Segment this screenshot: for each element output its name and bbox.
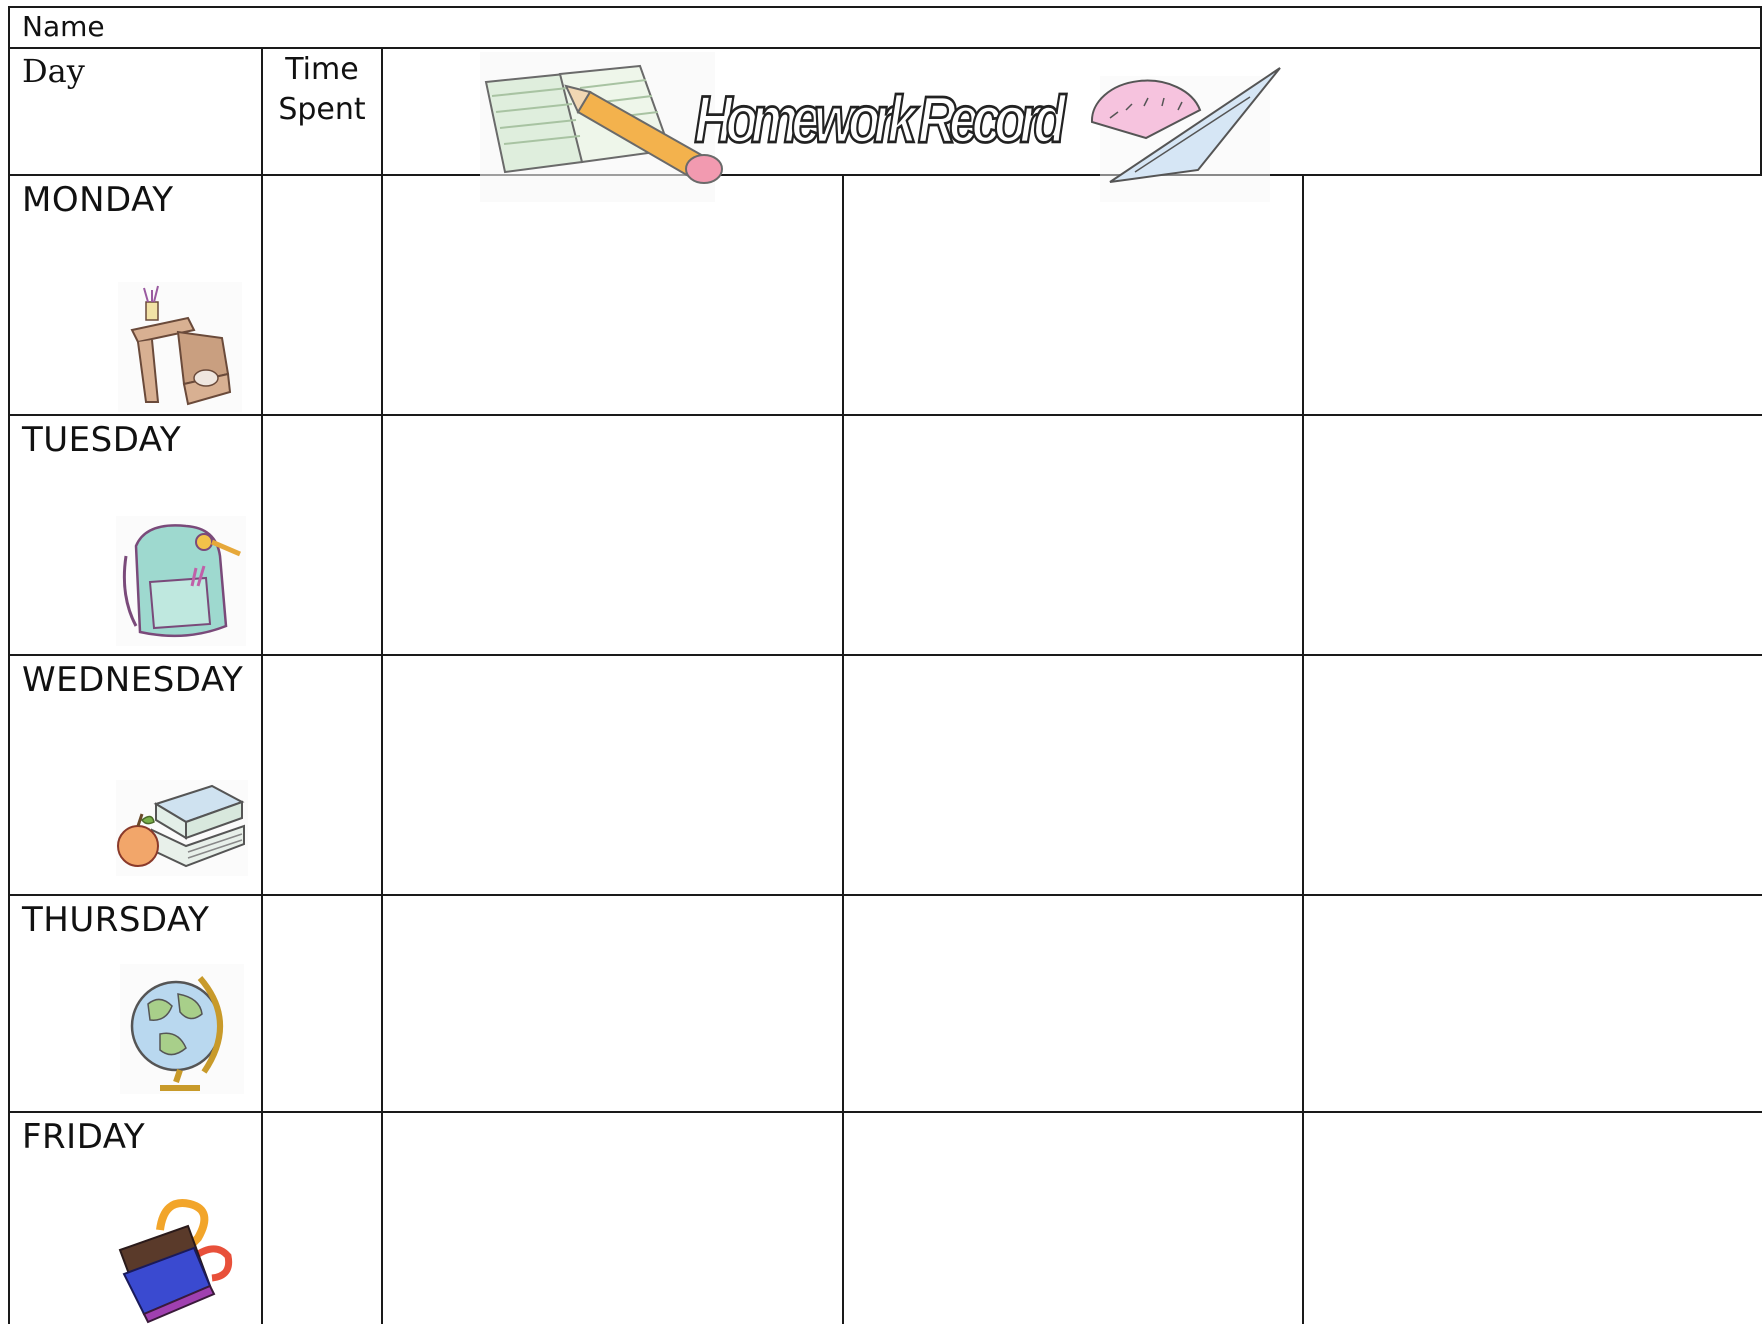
- grid-row-divider: [8, 654, 1762, 656]
- day-column-header: Day: [22, 52, 85, 90]
- day-label-friday: FRIDAY: [22, 1117, 146, 1157]
- grid-col-divider: [261, 47, 263, 1324]
- grid-col-divider: [381, 47, 383, 1324]
- time-spent-column-header: [264, 50, 380, 130]
- grid-row-divider: [8, 894, 1762, 896]
- desk-icon: [118, 282, 242, 412]
- backpack-icon: [116, 516, 246, 646]
- time-spent-line1: Time: [285, 52, 359, 87]
- day-label-thursday: THURSDAY: [22, 900, 210, 940]
- homework-banner: [470, 52, 1310, 202]
- day-label-monday: MONDAY: [22, 180, 174, 220]
- grid-left-border: [8, 6, 10, 1324]
- binder-clip-icon: [114, 1190, 244, 1324]
- grid-col-divider: [842, 174, 844, 1324]
- grid-row-divider: [8, 414, 1762, 416]
- name-label: Name: [22, 10, 105, 43]
- books-apple-icon: [116, 780, 248, 876]
- homework-record-title: Homework Record: [694, 82, 1064, 157]
- time-spent-line2: Spent: [278, 92, 366, 127]
- grid-row-divider: [8, 1111, 1762, 1113]
- day-label-wednesday: WEDNESDAY: [22, 660, 244, 700]
- grid-top-border: [8, 6, 1762, 8]
- grid-name-divider: [8, 47, 1762, 49]
- grid-col-divider: [1302, 174, 1304, 1324]
- globe-icon: [120, 964, 244, 1094]
- day-label-tuesday: TUESDAY: [22, 420, 182, 460]
